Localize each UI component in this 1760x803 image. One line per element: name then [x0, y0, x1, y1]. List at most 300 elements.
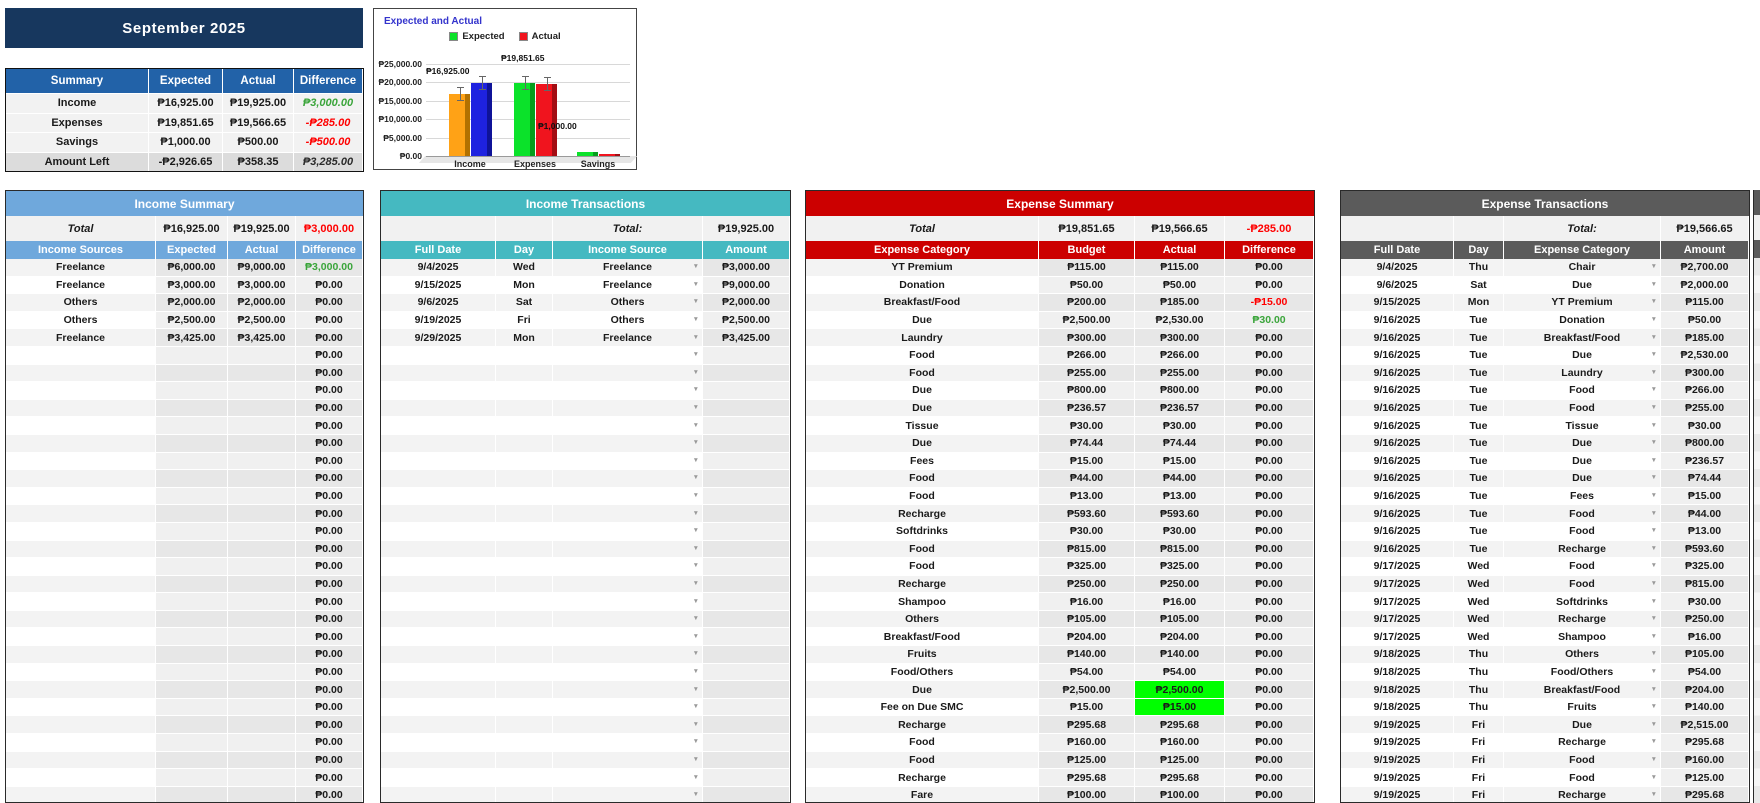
- date-cell[interactable]: [381, 417, 496, 435]
- dropdown-arrow-icon[interactable]: ▼: [692, 438, 699, 446]
- difference-cell[interactable]: -₱285.00: [294, 113, 363, 133]
- date-cell[interactable]: 9/19/2025: [1341, 752, 1454, 770]
- day-cell[interactable]: [496, 400, 553, 418]
- date-cell[interactable]: 9/16/2025: [1341, 470, 1454, 488]
- dropdown-arrow-icon[interactable]: ▼: [1650, 526, 1657, 534]
- expected-cell[interactable]: [156, 435, 228, 453]
- date-cell[interactable]: [381, 664, 496, 682]
- dropdown-arrow-icon[interactable]: ▼: [1650, 351, 1657, 359]
- income-source-dropdown[interactable]: [553, 769, 703, 787]
- income-source-dropdown[interactable]: Freelance ▼: [553, 277, 703, 295]
- amount-cell[interactable]: [703, 681, 790, 699]
- difference-cell[interactable]: ₱3,000.00: [294, 93, 363, 113]
- expected-cell[interactable]: [156, 400, 228, 418]
- income-source-cell[interactable]: [6, 541, 156, 559]
- actual-cell[interactable]: [228, 664, 296, 682]
- expected-cell[interactable]: [156, 558, 228, 576]
- income-source-cell[interactable]: [6, 752, 156, 770]
- actual-cell[interactable]: ₱140.00: [1135, 646, 1225, 664]
- expected-cell[interactable]: [156, 646, 228, 664]
- amount-cell[interactable]: [703, 646, 790, 664]
- budget-cell[interactable]: ₱74.44: [1039, 435, 1135, 453]
- date-cell[interactable]: [381, 787, 496, 803]
- day-cell[interactable]: [496, 558, 553, 576]
- day-cell[interactable]: [496, 646, 553, 664]
- difference-cell[interactable]: ₱0.00: [1225, 628, 1314, 646]
- actual-cell[interactable]: [228, 453, 296, 471]
- date-cell[interactable]: [381, 365, 496, 383]
- amount-cell[interactable]: ₱2,700.00: [1661, 259, 1749, 277]
- income-source-cell[interactable]: [6, 347, 156, 365]
- expense-category-dropdown[interactable]: Food ▼: [1504, 505, 1661, 523]
- date-cell[interactable]: [381, 752, 496, 770]
- income-source-cell[interactable]: [6, 699, 156, 717]
- income-source-cell[interactable]: [6, 400, 156, 418]
- expected-cell[interactable]: [156, 681, 228, 699]
- budget-cell[interactable]: ₱593.60: [1039, 505, 1135, 523]
- actual-cell[interactable]: [228, 435, 296, 453]
- expense-category-cell[interactable]: Donation: [806, 277, 1039, 295]
- expense-category-dropdown[interactable]: Food ▼: [1504, 752, 1661, 770]
- date-cell[interactable]: [381, 435, 496, 453]
- income-source-cell[interactable]: Freelance: [6, 329, 156, 347]
- actual-cell[interactable]: [228, 365, 296, 383]
- difference-cell[interactable]: ₱0.00: [1225, 769, 1314, 787]
- actual-cell[interactable]: [228, 488, 296, 506]
- difference-cell[interactable]: ₱0.00: [296, 628, 363, 646]
- difference-cell[interactable]: ₱0.00: [1225, 347, 1314, 365]
- expense-category-cell[interactable]: Breakfast/Food: [806, 628, 1039, 646]
- day-cell[interactable]: Tue: [1454, 541, 1504, 559]
- dropdown-arrow-icon[interactable]: ▼: [692, 562, 699, 570]
- amount-cell[interactable]: ₱2,000.00: [1661, 277, 1749, 295]
- expected-cell[interactable]: [156, 787, 228, 803]
- difference-cell[interactable]: ₱0.00: [1225, 716, 1314, 734]
- difference-cell[interactable]: ₱0.00: [296, 382, 363, 400]
- income-source-cell[interactable]: Freelance: [6, 277, 156, 295]
- date-cell[interactable]: [381, 347, 496, 365]
- expected-cell[interactable]: ₱1,000.00: [149, 132, 223, 152]
- dropdown-arrow-icon[interactable]: ▼: [692, 773, 699, 781]
- budget-cell[interactable]: ₱160.00: [1039, 734, 1135, 752]
- date-cell[interactable]: 9/16/2025: [1341, 417, 1454, 435]
- expense-category-cell[interactable]: Food/Others: [806, 664, 1039, 682]
- date-cell[interactable]: 9/15/2025: [1341, 294, 1454, 312]
- difference-cell[interactable]: ₱0.00: [296, 277, 363, 295]
- date-cell[interactable]: [381, 628, 496, 646]
- actual-cell[interactable]: [228, 523, 296, 541]
- income-source-dropdown[interactable]: [553, 417, 703, 435]
- difference-cell[interactable]: ₱0.00: [296, 593, 363, 611]
- actual-cell[interactable]: [228, 400, 296, 418]
- amount-cell[interactable]: ₱160.00: [1661, 752, 1749, 770]
- date-cell[interactable]: 9/16/2025: [1341, 453, 1454, 471]
- expected-cell[interactable]: [156, 734, 228, 752]
- day-cell[interactable]: Tue: [1454, 453, 1504, 471]
- expense-category-cell[interactable]: YT Premium: [806, 259, 1039, 277]
- day-cell[interactable]: Sat: [496, 294, 553, 312]
- date-cell[interactable]: [381, 558, 496, 576]
- date-cell[interactable]: 9/16/2025: [1341, 382, 1454, 400]
- actual-cell[interactable]: ₱19,925.00: [223, 93, 294, 113]
- expense-category-dropdown[interactable]: Breakfast/Food ▼: [1504, 329, 1661, 347]
- income-source-dropdown[interactable]: [553, 716, 703, 734]
- expense-category-dropdown[interactable]: YT Premium ▼: [1504, 294, 1661, 312]
- amount-cell[interactable]: [703, 382, 790, 400]
- day-cell[interactable]: [496, 699, 553, 717]
- expense-category-cell[interactable]: Recharge: [806, 576, 1039, 594]
- dropdown-arrow-icon[interactable]: ▼: [692, 544, 699, 552]
- difference-cell[interactable]: ₱0.00: [296, 417, 363, 435]
- date-cell[interactable]: 9/6/2025: [381, 294, 496, 312]
- income-source-cell[interactable]: [6, 593, 156, 611]
- income-source-dropdown[interactable]: [553, 593, 703, 611]
- date-cell[interactable]: [381, 470, 496, 488]
- budget-cell[interactable]: ₱300.00: [1039, 329, 1135, 347]
- day-cell[interactable]: Mon: [496, 329, 553, 347]
- amount-cell[interactable]: ₱13.00: [1661, 523, 1749, 541]
- day-cell[interactable]: [496, 365, 553, 383]
- amount-cell[interactable]: ₱30.00: [1661, 593, 1749, 611]
- actual-cell[interactable]: [228, 541, 296, 559]
- difference-cell[interactable]: -₱500.00: [294, 132, 363, 152]
- budget-cell[interactable]: ₱115.00: [1039, 259, 1135, 277]
- dropdown-arrow-icon[interactable]: ▼: [692, 368, 699, 376]
- income-source-dropdown[interactable]: [553, 646, 703, 664]
- difference-cell[interactable]: ₱0.00: [296, 752, 363, 770]
- day-cell[interactable]: Thu: [1454, 699, 1504, 717]
- expense-category-dropdown[interactable]: Food/Others ▼: [1504, 664, 1661, 682]
- expense-category-dropdown[interactable]: Food ▼: [1504, 382, 1661, 400]
- budget-cell[interactable]: ₱2,500.00: [1039, 312, 1135, 330]
- expense-category-dropdown[interactable]: Due ▼: [1504, 347, 1661, 365]
- day-cell[interactable]: Tue: [1454, 347, 1504, 365]
- expected-cell[interactable]: [156, 488, 228, 506]
- day-cell[interactable]: Tue: [1454, 435, 1504, 453]
- expense-category-cell[interactable]: Due: [806, 312, 1039, 330]
- day-cell[interactable]: Wed: [1454, 611, 1504, 629]
- difference-cell[interactable]: ₱0.00: [296, 294, 363, 312]
- difference-cell[interactable]: ₱0.00: [1225, 558, 1314, 576]
- amount-cell[interactable]: [703, 664, 790, 682]
- dropdown-arrow-icon[interactable]: ▼: [692, 315, 699, 323]
- day-cell[interactable]: [496, 769, 553, 787]
- dropdown-arrow-icon[interactable]: ▼: [692, 579, 699, 587]
- budget-cell[interactable]: ₱30.00: [1039, 523, 1135, 541]
- actual-cell[interactable]: [228, 593, 296, 611]
- expense-category-dropdown[interactable]: Recharge ▼: [1504, 541, 1661, 559]
- dropdown-arrow-icon[interactable]: ▼: [692, 685, 699, 693]
- actual-cell[interactable]: ₱255.00: [1135, 365, 1225, 383]
- budget-cell[interactable]: ₱200.00: [1039, 294, 1135, 312]
- date-cell[interactable]: 9/17/2025: [1341, 593, 1454, 611]
- expense-category-cell[interactable]: Food: [806, 734, 1039, 752]
- actual-cell[interactable]: ₱50.00: [1135, 277, 1225, 295]
- amount-cell[interactable]: ₱255.00: [1661, 400, 1749, 418]
- dropdown-arrow-icon[interactable]: ▼: [1650, 579, 1657, 587]
- income-source-cell[interactable]: [6, 576, 156, 594]
- expense-category-cell[interactable]: Recharge: [806, 769, 1039, 787]
- expense-category-dropdown[interactable]: Due ▼: [1504, 716, 1661, 734]
- day-cell[interactable]: Tue: [1454, 488, 1504, 506]
- income-source-dropdown[interactable]: [553, 347, 703, 365]
- day-cell[interactable]: [496, 382, 553, 400]
- actual-cell[interactable]: ₱19,566.65: [223, 113, 294, 133]
- amount-cell[interactable]: [703, 752, 790, 770]
- expense-category-cell[interactable]: Fees: [806, 453, 1039, 471]
- income-source-cell[interactable]: [6, 734, 156, 752]
- dropdown-arrow-icon[interactable]: ▼: [1650, 333, 1657, 341]
- amount-cell[interactable]: [703, 558, 790, 576]
- actual-cell[interactable]: ₱204.00: [1135, 628, 1225, 646]
- actual-cell[interactable]: ₱325.00: [1135, 558, 1225, 576]
- actual-cell[interactable]: [228, 611, 296, 629]
- day-cell[interactable]: Fri: [496, 312, 553, 330]
- actual-cell[interactable]: ₱30.00: [1135, 417, 1225, 435]
- income-source-cell[interactable]: [6, 611, 156, 629]
- expense-category-dropdown[interactable]: Recharge ▼: [1504, 787, 1661, 803]
- dropdown-arrow-icon[interactable]: ▼: [1650, 544, 1657, 552]
- actual-cell[interactable]: [228, 716, 296, 734]
- expected-cell[interactable]: ₱16,925.00: [149, 93, 223, 113]
- dropdown-arrow-icon[interactable]: ▼: [692, 491, 699, 499]
- actual-cell[interactable]: ₱105.00: [1135, 611, 1225, 629]
- expense-category-cell[interactable]: Recharge: [806, 716, 1039, 734]
- day-cell[interactable]: Thu: [1454, 259, 1504, 277]
- actual-cell[interactable]: ₱250.00: [1135, 576, 1225, 594]
- day-cell[interactable]: Fri: [1454, 769, 1504, 787]
- expense-category-cell[interactable]: Tissue: [806, 417, 1039, 435]
- day-cell[interactable]: Fri: [1454, 752, 1504, 770]
- date-cell[interactable]: [381, 593, 496, 611]
- amount-cell[interactable]: ₱266.00: [1661, 382, 1749, 400]
- income-source-cell[interactable]: [6, 470, 156, 488]
- budget-cell[interactable]: ₱100.00: [1039, 787, 1135, 803]
- day-cell[interactable]: [496, 505, 553, 523]
- difference-cell[interactable]: ₱0.00: [296, 312, 363, 330]
- actual-cell[interactable]: ₱3,000.00: [228, 277, 296, 295]
- difference-cell[interactable]: ₱0.00: [1225, 505, 1314, 523]
- dropdown-arrow-icon[interactable]: ▼: [1650, 614, 1657, 622]
- income-source-cell[interactable]: [6, 681, 156, 699]
- amount-cell[interactable]: ₱2,530.00: [1661, 347, 1749, 365]
- day-cell[interactable]: Wed: [1454, 628, 1504, 646]
- actual-cell[interactable]: ₱15.00: [1135, 453, 1225, 471]
- income-source-cell[interactable]: [6, 523, 156, 541]
- income-source-cell[interactable]: [6, 664, 156, 682]
- date-cell[interactable]: 9/18/2025: [1341, 681, 1454, 699]
- day-cell[interactable]: Fri: [1454, 716, 1504, 734]
- dropdown-arrow-icon[interactable]: ▼: [692, 456, 699, 464]
- expense-category-dropdown[interactable]: Fruits ▼: [1504, 699, 1661, 717]
- difference-cell[interactable]: ₱0.00: [296, 787, 363, 803]
- expected-cell[interactable]: [156, 699, 228, 717]
- dropdown-arrow-icon[interactable]: ▼: [1650, 280, 1657, 288]
- date-cell[interactable]: 9/6/2025: [1341, 277, 1454, 295]
- actual-cell[interactable]: [228, 382, 296, 400]
- date-cell[interactable]: 9/19/2025: [381, 312, 496, 330]
- expense-category-dropdown[interactable]: Food ▼: [1504, 400, 1661, 418]
- difference-cell[interactable]: ₱0.00: [1225, 787, 1314, 803]
- difference-cell[interactable]: ₱0.00: [296, 365, 363, 383]
- expense-category-dropdown[interactable]: Others ▼: [1504, 646, 1661, 664]
- amount-cell[interactable]: ₱300.00: [1661, 365, 1749, 383]
- expected-cell[interactable]: ₱2,000.00: [156, 294, 228, 312]
- day-cell[interactable]: Mon: [496, 277, 553, 295]
- date-cell[interactable]: 9/15/2025: [381, 277, 496, 295]
- day-cell[interactable]: Tue: [1454, 417, 1504, 435]
- expense-category-cell[interactable]: Others: [806, 611, 1039, 629]
- amount-cell[interactable]: [703, 488, 790, 506]
- day-cell[interactable]: [496, 347, 553, 365]
- amount-cell[interactable]: [703, 470, 790, 488]
- date-cell[interactable]: 9/16/2025: [1341, 505, 1454, 523]
- budget-cell[interactable]: ₱204.00: [1039, 628, 1135, 646]
- amount-cell[interactable]: [703, 787, 790, 803]
- day-cell[interactable]: Tue: [1454, 312, 1504, 330]
- actual-cell[interactable]: ₱54.00: [1135, 664, 1225, 682]
- income-source-cell[interactable]: Freelance: [6, 259, 156, 277]
- dropdown-arrow-icon[interactable]: ▼: [692, 738, 699, 746]
- dropdown-arrow-icon[interactable]: ▼: [1650, 386, 1657, 394]
- date-cell[interactable]: 9/19/2025: [1341, 787, 1454, 803]
- date-cell[interactable]: 9/29/2025: [381, 329, 496, 347]
- difference-cell[interactable]: ₱0.00: [1225, 593, 1314, 611]
- difference-cell[interactable]: ₱0.00: [1225, 541, 1314, 559]
- day-cell[interactable]: [496, 417, 553, 435]
- amount-cell[interactable]: [703, 699, 790, 717]
- income-source-cell[interactable]: [6, 646, 156, 664]
- expected-cell[interactable]: [156, 576, 228, 594]
- amount-cell[interactable]: ₱115.00: [1661, 294, 1749, 312]
- expense-category-dropdown[interactable]: Tissue ▼: [1504, 417, 1661, 435]
- expense-category-cell[interactable]: Food: [806, 470, 1039, 488]
- budget-cell[interactable]: ₱295.68: [1039, 716, 1135, 734]
- dropdown-arrow-icon[interactable]: ▼: [1650, 685, 1657, 693]
- expected-cell[interactable]: [156, 470, 228, 488]
- date-cell[interactable]: 9/17/2025: [1341, 628, 1454, 646]
- day-cell[interactable]: [496, 787, 553, 803]
- date-cell[interactable]: [381, 505, 496, 523]
- budget-cell[interactable]: ₱255.00: [1039, 365, 1135, 383]
- difference-cell[interactable]: ₱0.00: [1225, 523, 1314, 541]
- difference-cell[interactable]: ₱0.00: [296, 646, 363, 664]
- expense-category-cell[interactable]: Shampoo: [806, 593, 1039, 611]
- dropdown-arrow-icon[interactable]: ▼: [1650, 456, 1657, 464]
- actual-cell[interactable]: [228, 787, 296, 803]
- dropdown-arrow-icon[interactable]: ▼: [1650, 438, 1657, 446]
- expense-category-cell[interactable]: Due: [806, 681, 1039, 699]
- income-source-dropdown[interactable]: [553, 628, 703, 646]
- amount-cell[interactable]: ₱9,000.00: [703, 277, 790, 295]
- day-cell[interactable]: Tue: [1454, 365, 1504, 383]
- expected-cell[interactable]: [156, 541, 228, 559]
- dropdown-arrow-icon[interactable]: ▼: [692, 790, 699, 798]
- expense-category-cell[interactable]: Fare: [806, 787, 1039, 803]
- budget-cell[interactable]: ₱30.00: [1039, 417, 1135, 435]
- expense-category-dropdown[interactable]: Due ▼: [1504, 470, 1661, 488]
- dropdown-arrow-icon[interactable]: ▼: [1650, 667, 1657, 675]
- difference-cell[interactable]: ₱0.00: [1225, 470, 1314, 488]
- difference-cell[interactable]: ₱0.00: [296, 681, 363, 699]
- difference-cell[interactable]: ₱0.00: [1225, 734, 1314, 752]
- dropdown-arrow-icon[interactable]: ▼: [692, 351, 699, 359]
- actual-cell[interactable]: ₱236.57: [1135, 400, 1225, 418]
- income-source-cell[interactable]: [6, 628, 156, 646]
- day-cell[interactable]: [496, 576, 553, 594]
- actual-cell[interactable]: ₱74.44: [1135, 435, 1225, 453]
- date-cell[interactable]: 9/4/2025: [1341, 259, 1454, 277]
- expected-cell[interactable]: [156, 611, 228, 629]
- amount-cell[interactable]: ₱185.00: [1661, 329, 1749, 347]
- expense-category-dropdown[interactable]: Food ▼: [1504, 769, 1661, 787]
- dropdown-arrow-icon[interactable]: ▼: [692, 702, 699, 710]
- amount-cell[interactable]: [703, 611, 790, 629]
- difference-cell[interactable]: ₱0.00: [1225, 646, 1314, 664]
- amount-cell[interactable]: ₱295.68: [1661, 787, 1749, 803]
- date-cell[interactable]: 9/16/2025: [1341, 523, 1454, 541]
- day-cell[interactable]: Tue: [1454, 523, 1504, 541]
- date-cell[interactable]: 9/16/2025: [1341, 312, 1454, 330]
- expected-cell[interactable]: [156, 382, 228, 400]
- date-cell[interactable]: 9/16/2025: [1341, 347, 1454, 365]
- actual-cell[interactable]: ₱160.00: [1135, 734, 1225, 752]
- amount-cell[interactable]: ₱3,425.00: [703, 329, 790, 347]
- date-cell[interactable]: 9/19/2025: [1341, 716, 1454, 734]
- budget-cell[interactable]: ₱295.68: [1039, 769, 1135, 787]
- amount-cell[interactable]: ₱125.00: [1661, 769, 1749, 787]
- day-cell[interactable]: [496, 752, 553, 770]
- expense-category-cell[interactable]: Fee on Due SMC: [806, 699, 1039, 717]
- actual-cell[interactable]: ₱295.68: [1135, 716, 1225, 734]
- difference-cell[interactable]: ₱0.00: [296, 523, 363, 541]
- day-cell[interactable]: [496, 611, 553, 629]
- amount-cell[interactable]: ₱140.00: [1661, 699, 1749, 717]
- difference-cell[interactable]: ₱0.00: [1225, 382, 1314, 400]
- date-cell[interactable]: 9/19/2025: [1341, 769, 1454, 787]
- expense-category-cell[interactable]: Due: [806, 400, 1039, 418]
- income-source-dropdown[interactable]: [553, 488, 703, 506]
- day-cell[interactable]: [496, 593, 553, 611]
- actual-cell[interactable]: [228, 347, 296, 365]
- dropdown-arrow-icon[interactable]: ▼: [692, 474, 699, 482]
- expense-category-dropdown[interactable]: Food ▼: [1504, 523, 1661, 541]
- amount-cell[interactable]: ₱16.00: [1661, 628, 1749, 646]
- expense-category-cell[interactable]: Fruits: [806, 646, 1039, 664]
- expense-category-dropdown[interactable]: Food ▼: [1504, 558, 1661, 576]
- difference-cell[interactable]: ₱0.00: [296, 734, 363, 752]
- income-source-dropdown[interactable]: [553, 681, 703, 699]
- income-source-cell[interactable]: [6, 769, 156, 787]
- dropdown-arrow-icon[interactable]: ▼: [692, 386, 699, 394]
- dropdown-arrow-icon[interactable]: ▼: [1650, 650, 1657, 658]
- actual-cell[interactable]: ₱3,425.00: [228, 329, 296, 347]
- income-source-dropdown[interactable]: Freelance ▼: [553, 329, 703, 347]
- dropdown-arrow-icon[interactable]: ▼: [1650, 738, 1657, 746]
- day-cell[interactable]: Tue: [1454, 382, 1504, 400]
- date-cell[interactable]: 9/18/2025: [1341, 699, 1454, 717]
- amount-cell[interactable]: ₱74.44: [1661, 470, 1749, 488]
- day-cell[interactable]: Wed: [1454, 558, 1504, 576]
- difference-cell[interactable]: ₱0.00: [296, 769, 363, 787]
- expense-category-cell[interactable]: Recharge: [806, 505, 1039, 523]
- actual-cell[interactable]: ₱266.00: [1135, 347, 1225, 365]
- difference-cell[interactable]: ₱0.00: [1225, 664, 1314, 682]
- difference-cell[interactable]: ₱0.00: [296, 470, 363, 488]
- amount-cell[interactable]: [703, 734, 790, 752]
- expected-cell[interactable]: ₱19,851.65: [149, 113, 223, 133]
- dropdown-arrow-icon[interactable]: ▼: [692, 614, 699, 622]
